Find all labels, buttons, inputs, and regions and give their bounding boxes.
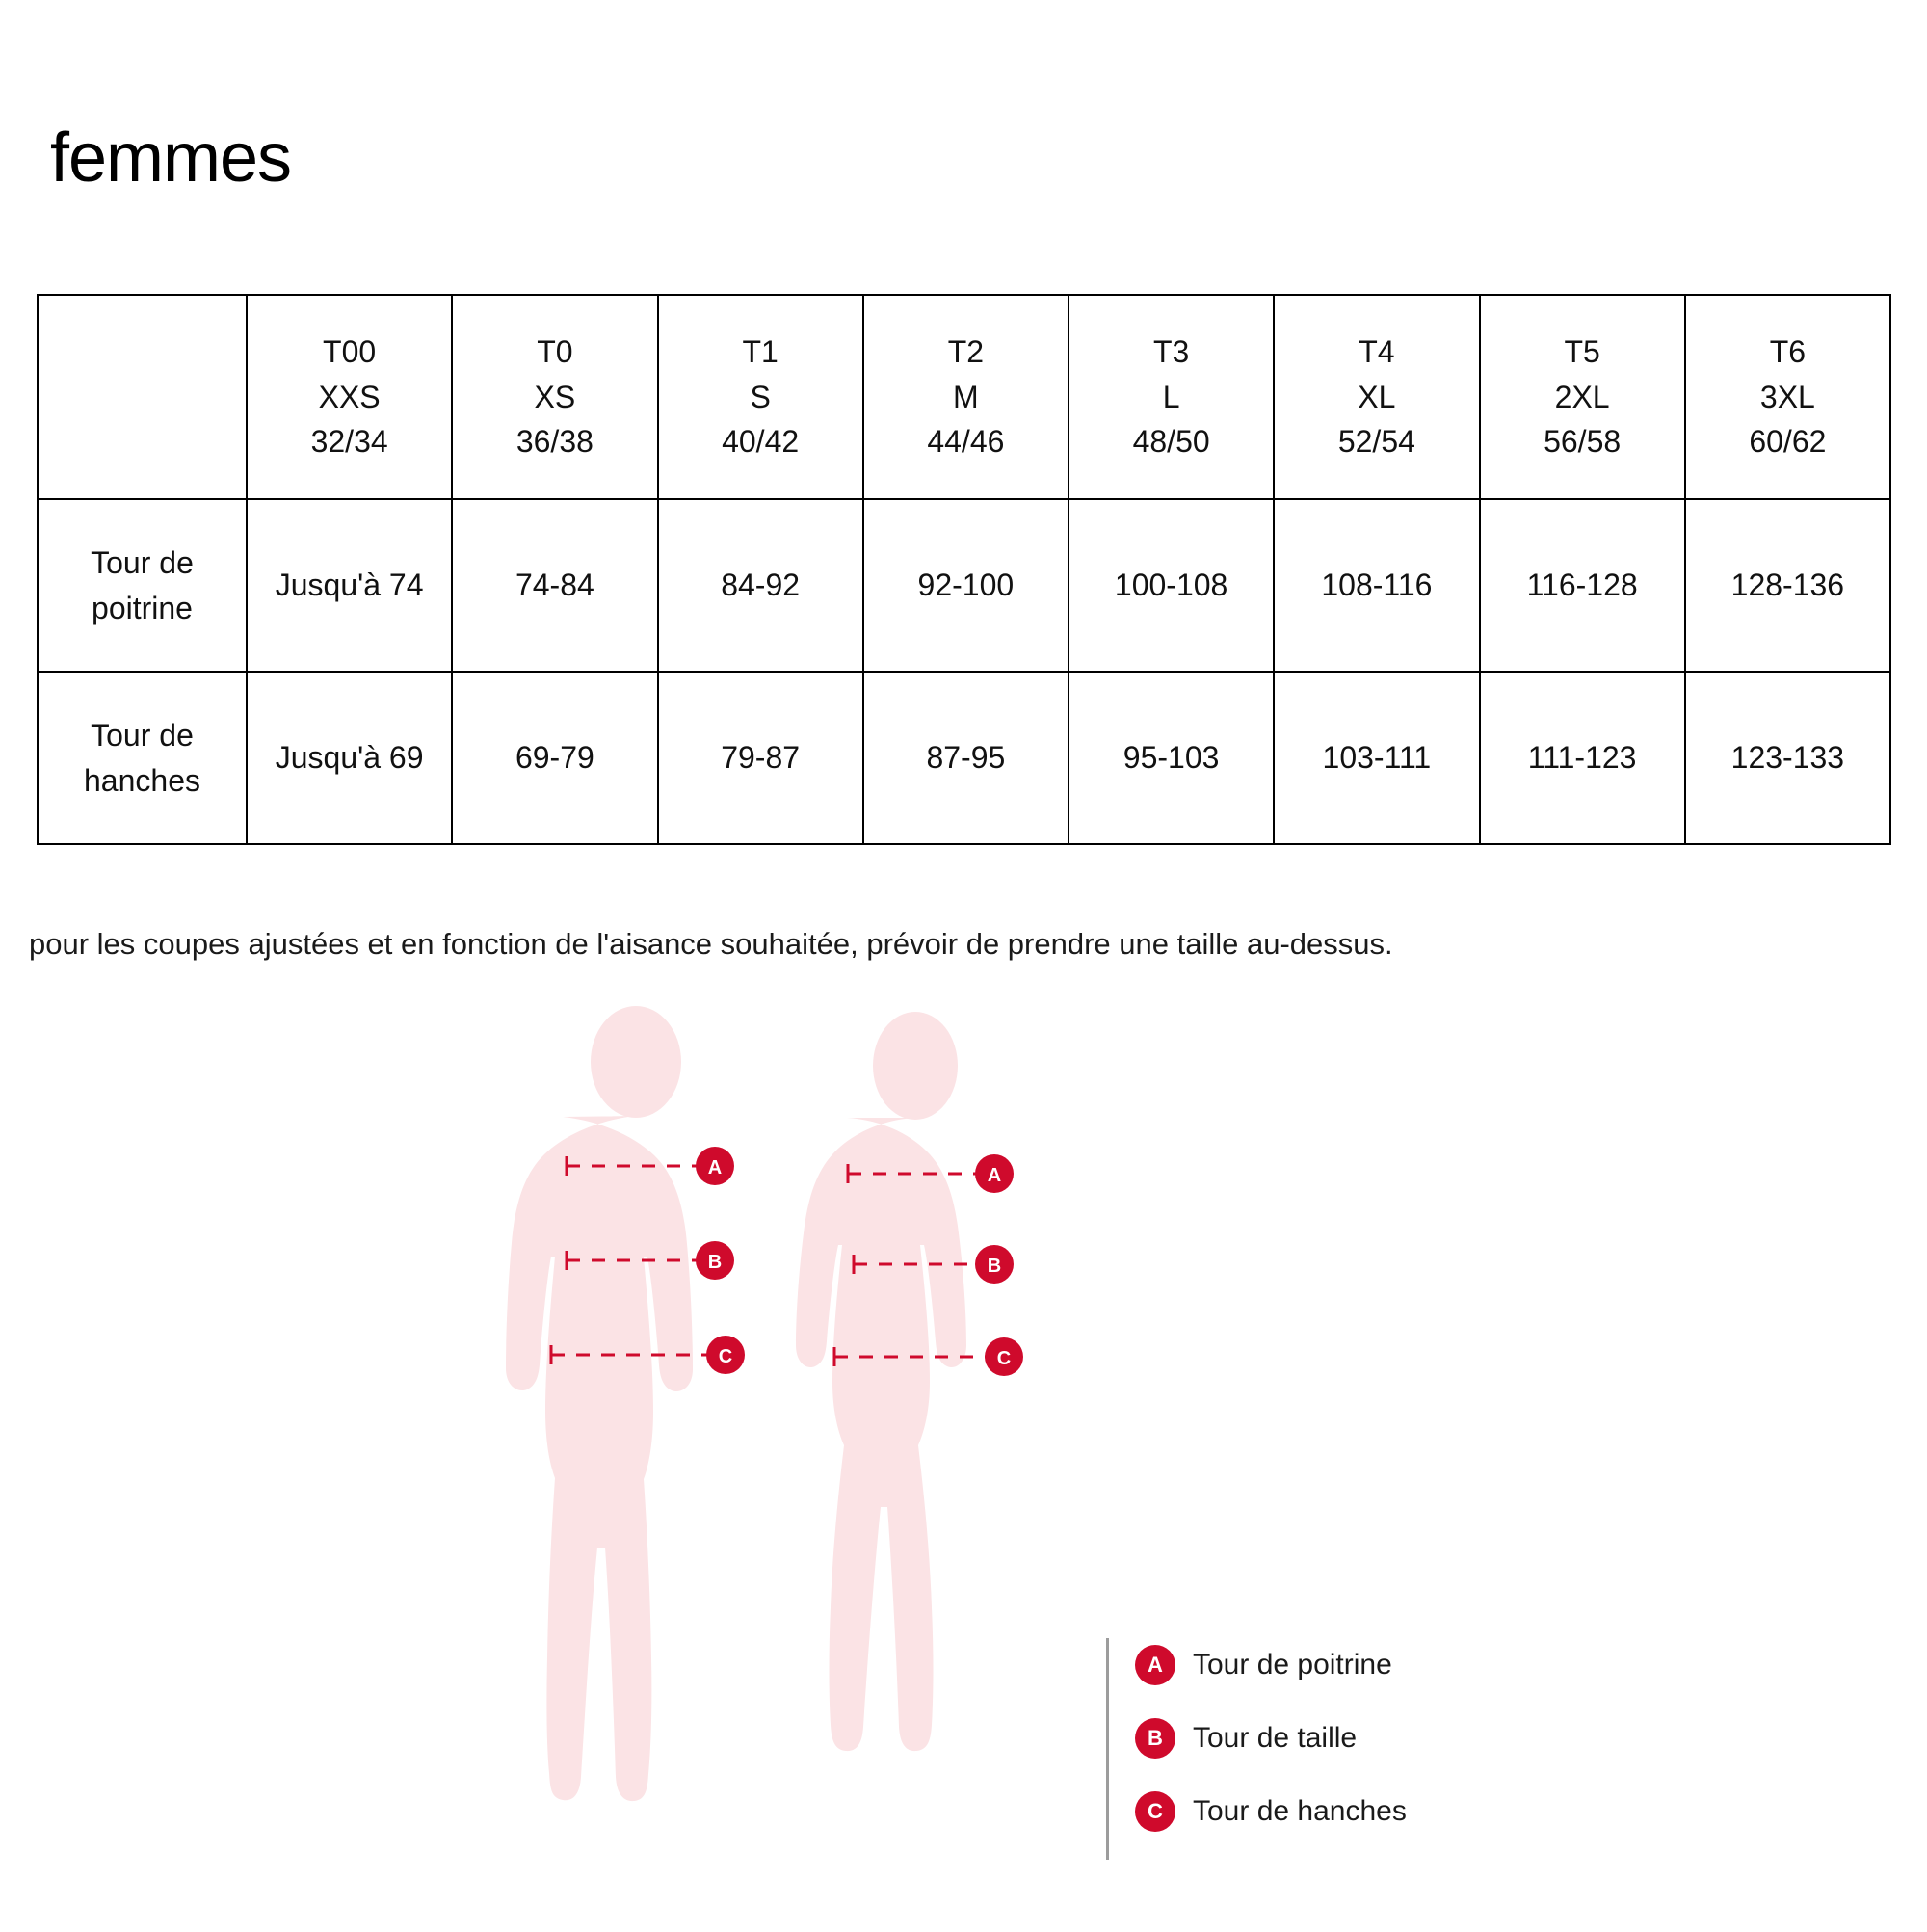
column-range: 32/34	[310, 424, 388, 460]
row-label-chest: Tour de poitrine	[38, 499, 247, 672]
badge-a-icon: A	[1135, 1645, 1175, 1685]
column-code: T1	[742, 334, 779, 370]
column-code: T5	[1564, 334, 1600, 370]
column-header-t2	[863, 295, 1069, 499]
legend-item-hips	[1106, 1775, 1511, 1848]
column-letter: S	[750, 379, 771, 414]
cell-chest-t2: 92-100	[863, 499, 1069, 672]
page-title: femmes	[50, 119, 292, 197]
cell-chest-t6: 128-136	[1685, 499, 1890, 672]
marker-male-b	[696, 1241, 734, 1280]
column-header-t0	[452, 295, 657, 499]
cell-hips-t00: Jusqu'à 69	[247, 672, 452, 844]
column-code: T4	[1359, 334, 1395, 370]
marker-female-a	[975, 1154, 1014, 1193]
cell-chest-t5: 116-128	[1480, 499, 1685, 672]
column-header-t00	[247, 295, 452, 499]
column-header-t5	[1480, 295, 1685, 499]
column-code: T0	[537, 334, 573, 370]
row-label-hips: Tour de hanches	[38, 672, 247, 844]
fit-note: pour les coupes ajustées et en fonction de l'aisance souhaitée, prévoir de prendre une taille au-dessus.	[29, 927, 1393, 961]
legend-item-waist	[1106, 1702, 1511, 1775]
female-silhouette	[796, 1012, 966, 1751]
cell-hips-t6: 123-133	[1685, 672, 1890, 844]
table-row	[38, 499, 1890, 672]
svg-text:B: B	[707, 1252, 723, 1273]
column-range: 36/38	[515, 424, 594, 460]
marker-female-b	[975, 1245, 1014, 1284]
cell-hips-t2: 87-95	[863, 672, 1069, 844]
column-letter: L	[1162, 379, 1180, 414]
cell-chest-t3: 100-108	[1069, 499, 1274, 672]
column-header-t3	[1069, 295, 1274, 499]
cell-hips-t5: 111-123	[1480, 672, 1685, 844]
cell-chest-t0: 74-84	[452, 499, 657, 672]
marker-female-c	[985, 1337, 1023, 1376]
column-header-t4	[1274, 295, 1479, 499]
svg-text:B: B	[987, 1256, 1002, 1277]
column-header-t1	[658, 295, 863, 499]
legend-label-waist: Tour de taille	[1193, 1722, 1358, 1754]
badge-b-icon: B	[1135, 1718, 1175, 1759]
legend-label-hips: Tour de hanches	[1193, 1795, 1407, 1827]
table-corner-cell	[38, 295, 247, 499]
legend-divider	[1106, 1638, 1109, 1860]
marker-male-a	[696, 1147, 734, 1185]
cell-hips-t4: 103-111	[1274, 672, 1479, 844]
size-chart-table	[37, 294, 1891, 845]
column-letter: 2XL	[1554, 379, 1610, 414]
cell-chest-t00: Jusqu'à 74	[247, 499, 452, 672]
svg-text:C: C	[996, 1348, 1012, 1369]
column-letter: XXS	[318, 379, 381, 414]
cell-chest-t4: 108-116	[1274, 499, 1479, 672]
male-silhouette	[506, 1006, 693, 1801]
column-header-t6	[1685, 295, 1890, 499]
column-letter: 3XL	[1759, 379, 1815, 414]
svg-text:A: A	[707, 1157, 723, 1178]
cell-hips-t1: 79-87	[658, 672, 863, 844]
measurement-legend	[1106, 1628, 1511, 1848]
column-range: 60/62	[1749, 424, 1827, 460]
column-code: T6	[1769, 334, 1807, 370]
legend-label-chest: Tour de poitrine	[1193, 1649, 1392, 1681]
column-range: 56/58	[1544, 424, 1622, 460]
svg-text:A: A	[987, 1165, 1002, 1186]
column-range: 44/46	[927, 424, 1005, 460]
column-code: T2	[947, 334, 985, 370]
cell-hips-t0: 69-79	[452, 672, 657, 844]
column-letter: XL	[1358, 379, 1396, 414]
cell-hips-t3: 95-103	[1069, 672, 1274, 844]
column-range: 52/54	[1337, 424, 1415, 460]
marker-male-c	[706, 1336, 745, 1374]
table-row	[38, 672, 1890, 844]
table-header-row	[38, 295, 1890, 499]
column-code: T00	[323, 334, 377, 370]
column-range: 48/50	[1132, 424, 1210, 460]
cell-chest-t1: 84-92	[658, 499, 863, 672]
legend-item-chest	[1106, 1628, 1511, 1702]
column-letter: M	[953, 379, 979, 414]
badge-c-icon: C	[1135, 1791, 1175, 1832]
body-measurement-illustration	[0, 1002, 1927, 1927]
column-range: 40/42	[722, 424, 800, 460]
svg-text:C: C	[718, 1346, 733, 1367]
column-letter: XS	[534, 379, 576, 414]
column-code: T3	[1152, 334, 1190, 370]
